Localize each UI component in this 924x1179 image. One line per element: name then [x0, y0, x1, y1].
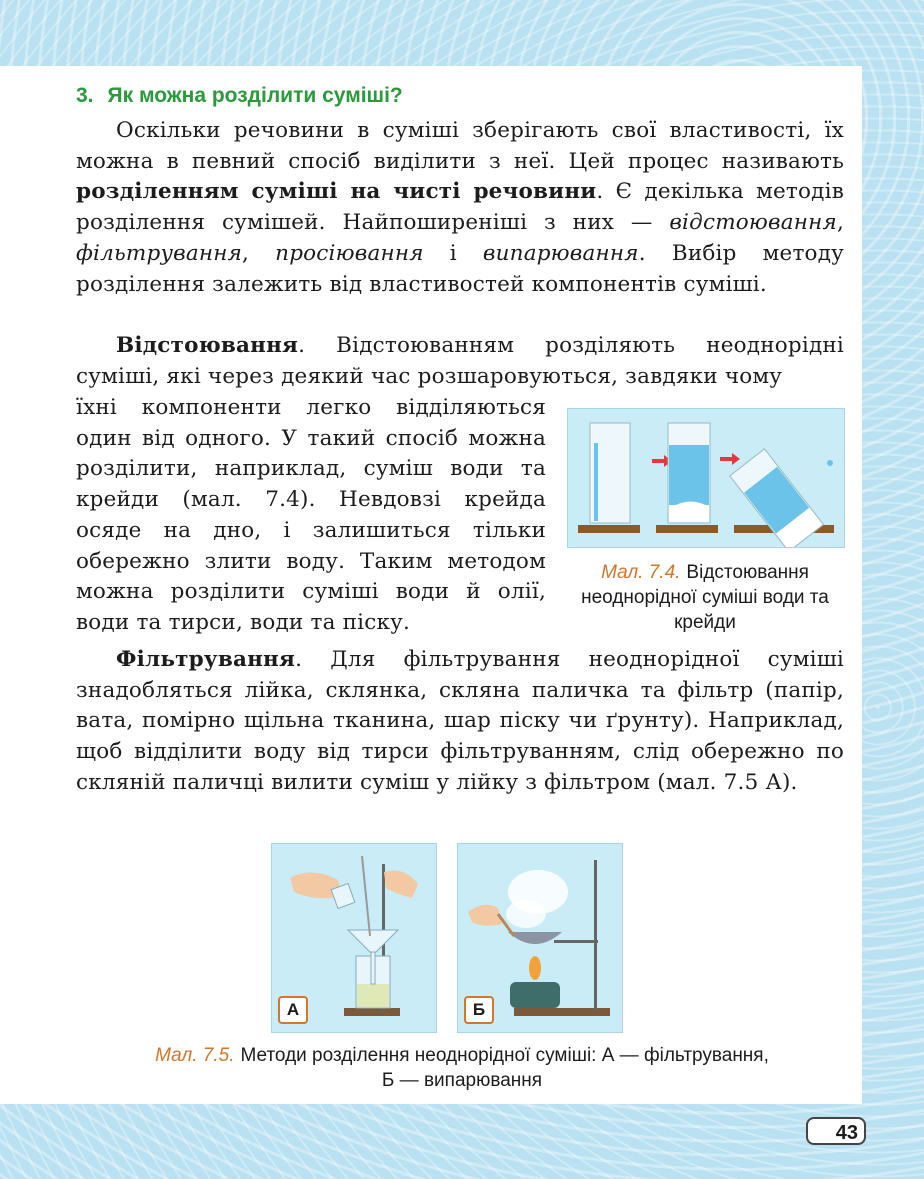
- bold-term: Відстоювання: [116, 333, 299, 358]
- water-drop: [827, 460, 833, 466]
- text: . Вибір методу розділення залежить від властивостей компонентів суміші.: [76, 240, 844, 297]
- text: і: [423, 240, 483, 266]
- figure-7-4-caption: [567, 560, 843, 635]
- water: [594, 443, 598, 521]
- hand: [468, 905, 502, 926]
- method-term: відстоювання: [669, 210, 837, 236]
- text: . Відстоюванням розділяють неоднорідні суміші, які через деякий час розшаровуються, завдяки чому: [76, 333, 844, 389]
- steam: [506, 900, 546, 928]
- funnel: [348, 930, 398, 952]
- caption-text: Відстоювання неоднорідної суміші води та крейди: [581, 562, 829, 633]
- section-heading: [76, 84, 403, 108]
- section-number: 3.: [76, 84, 94, 107]
- paragraph-filtration: [76, 645, 844, 799]
- method-term: просіювання: [275, 240, 424, 266]
- text: ,: [242, 240, 276, 266]
- paragraph-intro: [76, 116, 844, 300]
- text: їхні компоненти легко відділяються один від одного. У такий спосіб можна розділити, наприклад, суміш води та крейди (мал. 7.4). Невдовзі крейда осяде на дно, і залишиться тільки обережно злити воду. Таким методом можна розділити суміші води й олії, води та тирси, води та піску.: [76, 395, 546, 635]
- filtrate: [357, 984, 389, 1007]
- bold-term: Фільтрування: [116, 647, 296, 672]
- text: Оскільки речовини в суміші зберігають свої властивості, їх можна в певний спосіб виділити з неї. Цей процес називають: [76, 118, 844, 174]
- figure-label: Мал. 7.4.: [601, 562, 681, 583]
- text: . Для фільтрування неоднорідної суміші знадобляться лійка, склянка, скляна паличка та фільтр (папір, вата, помірно щільна тканина, шар піску чи ґрунту). Наприклад, щоб відділити воду від тирси фільтруванням, слід обережно по скляній паличці вилити суміш у лійку з фільтром (мал. 7.5 А).: [76, 647, 844, 795]
- text: ,: [836, 210, 844, 236]
- hand: [384, 871, 418, 899]
- method-term: фільтрування: [76, 240, 243, 266]
- arrow-right-icon: [720, 453, 740, 465]
- burner: [510, 982, 560, 1008]
- figure-letter-b: Б: [464, 996, 494, 1024]
- stand-base: [344, 1008, 400, 1016]
- glass-rod: [362, 856, 370, 936]
- figure-7-5-caption: [80, 1043, 844, 1093]
- bold-term: розділенням суміші на чисті речовини: [76, 179, 597, 205]
- section-title: Як можна розділити суміші?: [107, 84, 403, 107]
- stand-base: [578, 525, 640, 533]
- flame: [529, 956, 541, 980]
- water: [669, 445, 709, 505]
- method-term: випарювання: [482, 240, 639, 266]
- paragraph-sedimentation-continued: [76, 393, 546, 639]
- page-number: 43: [806, 1117, 866, 1145]
- caption-text: Методи розділення неоднорідної суміші: А — фільтрування,: [240, 1045, 769, 1066]
- stand-rod: [594, 860, 597, 1010]
- figure-label: Мал. 7.5.: [155, 1045, 235, 1066]
- figure-letter-a: А: [278, 996, 308, 1024]
- stand-base: [656, 525, 718, 533]
- figure-7-5a-image: [271, 843, 437, 1033]
- caption-text: Б — випарювання: [381, 1070, 543, 1091]
- stand-clamp: [554, 940, 598, 943]
- funnel-stem: [371, 952, 375, 984]
- sedimentation-illustration: [568, 409, 844, 547]
- paragraph-sedimentation: [76, 331, 844, 392]
- figure-7-5b-image: [457, 843, 623, 1033]
- text: . Є декілька методів розділення сумішей. Найпоширеніші з них —: [76, 179, 844, 236]
- figure-7-4-image: [567, 408, 845, 548]
- evaporating-dish: [508, 932, 562, 944]
